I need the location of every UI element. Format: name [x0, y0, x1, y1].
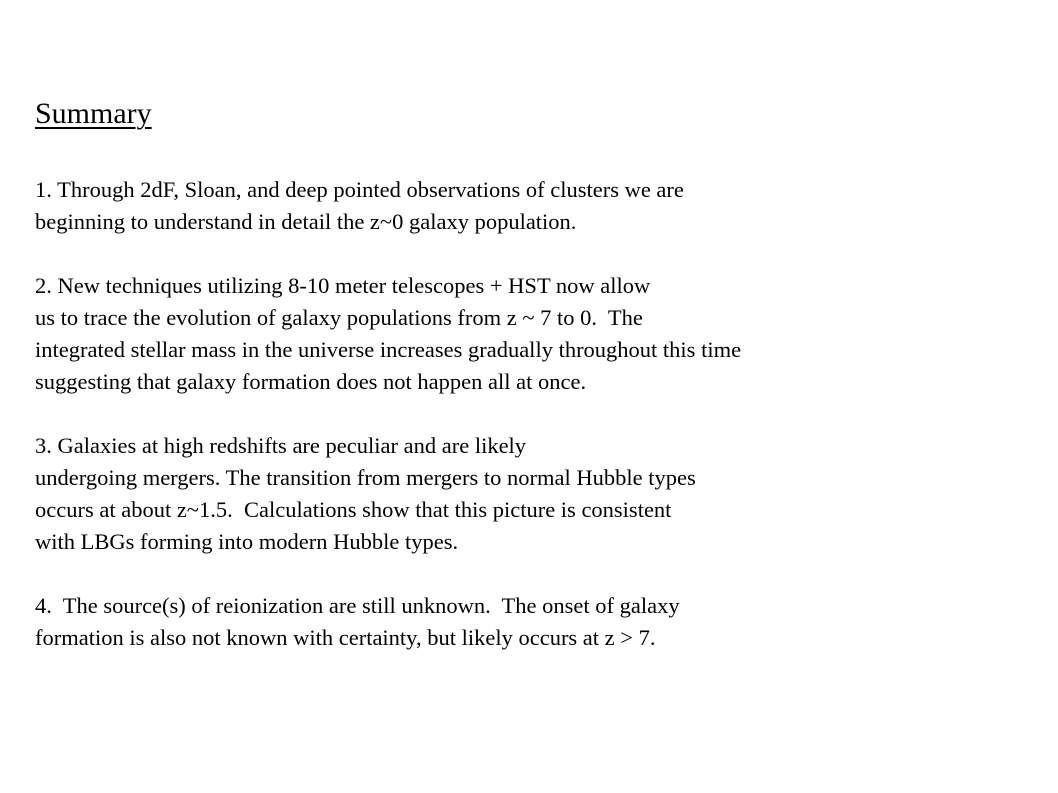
text-line: 1. Through 2dF, Sloan, and deep pointed observations of clusters we are — [35, 177, 684, 202]
text-line: us to trace the evolution of galaxy populations from z ~ 7 to 0. The — [35, 305, 643, 330]
text-line: beginning to understand in detail the z~0 galaxy population. — [35, 209, 577, 234]
text-line: formation is also not known with certainty, but likely occurs at z > 7. — [35, 625, 656, 650]
text-line: 4. The source(s) of reionization are still unknown. The onset of galaxy — [35, 593, 680, 618]
text-line: integrated stellar mass in the universe increases gradually throughout this time — [35, 337, 742, 362]
text-line: undergoing mergers. The transition from mergers to normal Hubble types — [35, 465, 696, 490]
text-line: with LBGs forming into modern Hubble types. — [35, 529, 459, 554]
summary-point-1 — [35, 174, 684, 238]
text-line: 2. New techniques utilizing 8-10 meter telescopes + HST now allow — [35, 273, 651, 298]
summary-point-4 — [35, 590, 680, 654]
slide-title: Summary — [35, 97, 152, 130]
summary-point-3 — [35, 430, 696, 558]
text-line: suggesting that galaxy formation does not happen all at once. — [35, 369, 587, 394]
summary-point-2 — [35, 270, 741, 398]
text-line: occurs at about z~1.5. Calculations show that this picture is consistent — [35, 497, 672, 522]
text-line: 3. Galaxies at high redshifts are peculiar and are likely — [35, 433, 527, 458]
